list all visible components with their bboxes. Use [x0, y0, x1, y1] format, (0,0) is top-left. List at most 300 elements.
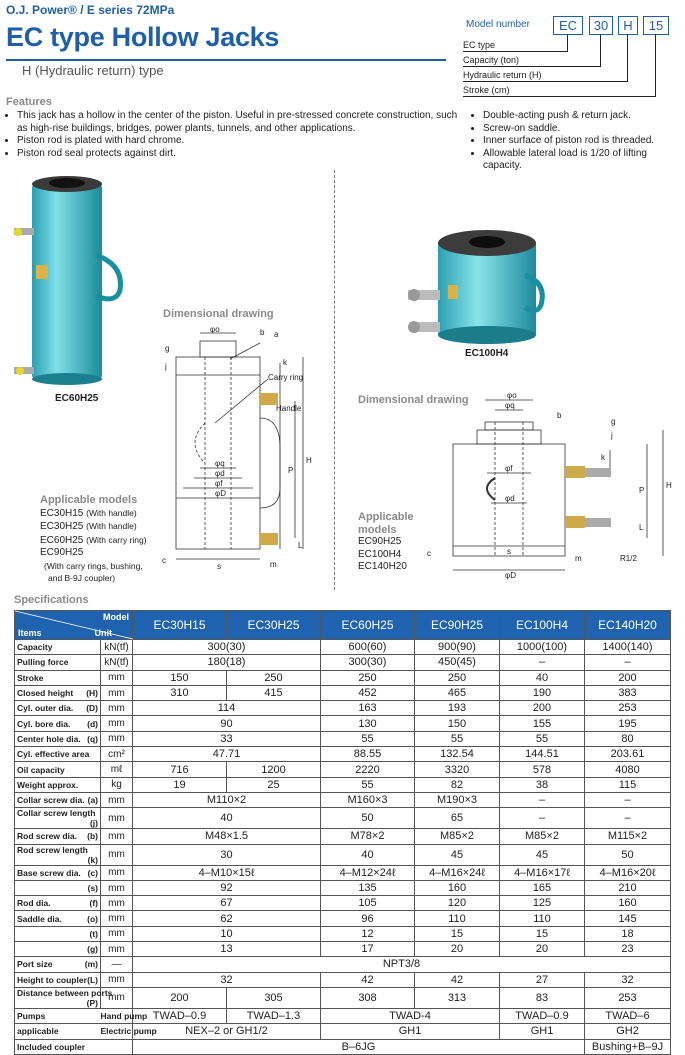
table-cell: 38: [500, 777, 585, 792]
table-cell: 450(45): [415, 655, 500, 670]
photo-caption-left: EC60H25: [55, 393, 99, 404]
row-unit: cm²: [101, 747, 133, 762]
table-cell: 2220: [321, 762, 415, 777]
table-cell: 12: [321, 926, 415, 941]
table-cell: 96: [321, 911, 415, 926]
row-unit: mm: [101, 792, 133, 807]
row-label-symbol: (c): [87, 867, 98, 878]
table-row: [15, 987, 671, 1008]
table-row: [15, 911, 671, 926]
features-heading: Features: [6, 96, 52, 108]
dim-label: φd: [505, 494, 515, 503]
row-label: [15, 829, 101, 844]
row-unit: mm: [101, 701, 133, 716]
table-cell: 193: [415, 701, 500, 716]
model-number-part-stroke: 15: [643, 16, 669, 35]
table-cell: 155: [500, 716, 585, 731]
legend-leader: [655, 34, 656, 97]
applicable-models-left: [40, 494, 240, 585]
row-label-text: Rod dia.: [17, 898, 51, 909]
feature-item: • Allowable lateral load is 1/20 of lifting capacity.: [483, 148, 677, 173]
row-unit: kN(tf): [101, 655, 133, 670]
table-cell: NPT3/8: [133, 957, 671, 972]
row-label-text: Rod screw length: [17, 844, 88, 855]
table-cell: –: [585, 655, 671, 670]
applicable-footnote: (With carry rings, bushing,: [44, 560, 143, 571]
table-cell: 4–M16×24ℓ: [415, 865, 500, 880]
legend-leader: [463, 96, 655, 97]
table-cell: M110×2: [133, 792, 321, 807]
row-label: [15, 777, 101, 792]
row-label-text: Collar screw length: [17, 808, 96, 819]
section-divider: [334, 170, 335, 590]
row-label-symbol: (P): [86, 997, 98, 1008]
table-cell: –: [585, 808, 671, 829]
table-cell: 250: [321, 670, 415, 685]
table-cell: 20: [500, 942, 585, 957]
row-label-text: Height to coupler: [17, 974, 87, 985]
table-row: [15, 747, 671, 762]
row-label: [15, 972, 101, 987]
table-cell: 55: [321, 731, 415, 746]
model-column-header: EC90H25: [415, 611, 500, 640]
table-cell: TWAD–0.9: [133, 1008, 227, 1023]
table-row: [15, 762, 671, 777]
dim-label: Handle: [276, 404, 302, 413]
specifications-heading: Specifications: [14, 594, 89, 606]
table-row: [15, 1024, 671, 1039]
feature-item: • This jack has a hollow in the center of the piston. Useful in pre-stressed concrete construction, such as high-rise buildings, bridges, power plants, tunnels, and other applications.: [17, 110, 461, 135]
table-cell: 17: [321, 942, 415, 957]
drawing-title-left: Dimensional drawing: [163, 308, 274, 320]
table-cell: Bushing+B–9J: [585, 1039, 671, 1054]
table-row: [15, 844, 671, 865]
feature-item: • Piston rod seal protects against dirt.: [17, 148, 461, 161]
row-label-symbol: (g): [87, 944, 98, 955]
table-cell: 1000(100): [500, 640, 585, 655]
table-cell: 160: [415, 880, 500, 895]
table-cell: 300(30): [321, 655, 415, 670]
row-label: [15, 942, 101, 957]
table-cell: TWAD–0.9: [500, 1008, 585, 1023]
model-legend-type: EC type: [463, 40, 496, 50]
model-number-label: Model number: [466, 19, 530, 30]
table-cell: –: [585, 792, 671, 807]
table-cell: 15: [500, 926, 585, 941]
table-row: [15, 777, 671, 792]
table-cell: 150: [133, 670, 227, 685]
features-left: [6, 110, 461, 160]
applicable-heading: Applicable models: [40, 494, 138, 506]
feature-item: • Inner surface of piston rod is threaded.: [483, 135, 677, 148]
model-note: (With carry ring): [86, 534, 147, 545]
table-cell: 92: [133, 880, 321, 895]
table-cell: 20: [415, 942, 500, 957]
table-cell: 120: [415, 896, 500, 911]
model-name: EC60H25: [40, 534, 84, 546]
row-label-text: Base screw dia.: [17, 867, 81, 878]
dim-label: b: [260, 328, 265, 337]
table-cell: 305: [227, 987, 321, 1008]
row-unit: mm: [101, 844, 133, 865]
row-unit: mm: [101, 716, 133, 731]
table-cell: GH1: [321, 1024, 500, 1039]
row-label: [15, 844, 101, 865]
row-label: applicable: [15, 1024, 101, 1039]
table-cell: 250: [227, 670, 321, 685]
legend-leader: [463, 66, 600, 67]
table-row: [15, 792, 671, 807]
table-cell: TWAD–1.3: [227, 1008, 321, 1023]
row-label-symbol: (m): [84, 959, 98, 970]
table-cell: 203.61: [585, 747, 671, 762]
model-legend-stroke: Stroke (cm): [463, 85, 510, 95]
row-label-symbol: (o): [87, 913, 98, 924]
page-title: EC type Hollow Jacks: [6, 22, 280, 52]
table-cell: 578: [500, 762, 585, 777]
table-row: [15, 865, 671, 880]
dim-label: m: [270, 560, 277, 569]
table-cell: 55: [500, 731, 585, 746]
row-label: [15, 670, 101, 685]
table-row: [15, 957, 671, 972]
row-label-text: Cyl. bore dia.: [17, 718, 71, 729]
table-cell: 18: [585, 926, 671, 941]
table-cell: 45: [500, 844, 585, 865]
table-cell: 200: [585, 670, 671, 685]
table-cell: 42: [415, 972, 500, 987]
table-cell: 210: [585, 880, 671, 895]
table-cell: 40: [500, 670, 585, 685]
dim-label: a: [274, 330, 279, 339]
table-cell: M85×2: [500, 829, 585, 844]
table-cell: 144.51: [500, 747, 585, 762]
table-cell: 27: [500, 972, 585, 987]
applicable-heading: models: [358, 523, 397, 536]
table-cell: 200: [500, 701, 585, 716]
table-row: [15, 731, 671, 746]
table-cell: 415: [227, 685, 321, 700]
dim-label: c: [427, 549, 431, 558]
row-label-text: Center hole dia.: [17, 733, 81, 744]
feature-item: • Screw-on saddle.: [483, 123, 677, 136]
row-unit: kN(tf): [101, 640, 133, 655]
row-unit: mm: [101, 987, 133, 1008]
table-cell: –: [500, 655, 585, 670]
table-cell: 47.71: [133, 747, 321, 762]
row-label: [15, 808, 101, 829]
table-cell: 253: [585, 987, 671, 1008]
table-cell: 83: [500, 987, 585, 1008]
table-row: [15, 655, 671, 670]
table-cell: M48×1.5: [133, 829, 321, 844]
model-name: EC30H15: [40, 507, 84, 519]
photo-caption-right: EC100H4: [465, 348, 509, 359]
table-cell: 452: [321, 685, 415, 700]
table-cell: M85×2: [415, 829, 500, 844]
table-cell: 165: [500, 880, 585, 895]
table-cell: 145: [585, 911, 671, 926]
table-cell: 30: [133, 844, 321, 865]
row-label-symbol: (H): [86, 688, 98, 699]
row-label-text: Oil capacity: [17, 764, 65, 775]
model-column-header: EC140H20: [585, 611, 671, 640]
table-cell: 50: [321, 808, 415, 829]
row-unit: mm: [101, 942, 133, 957]
table-cell: 465: [415, 685, 500, 700]
applicable-model-row: [40, 547, 240, 560]
dim-label: φq: [505, 401, 515, 410]
row-label-text: Pulling force: [17, 657, 69, 668]
table-cell: 25: [227, 777, 321, 792]
row-label-text: Cyl. effective area: [17, 749, 90, 760]
dim-label: R1/2: [620, 554, 637, 563]
row-label: [15, 731, 101, 746]
feature-item: • Piston rod is plated with hard chrome.: [17, 135, 461, 148]
model-name: EC140H20: [358, 561, 407, 572]
table-cell: 4–M16×20ℓ: [585, 865, 671, 880]
table-cell: 65: [415, 808, 500, 829]
table-row: [15, 972, 671, 987]
table-row: [15, 829, 671, 844]
row-label-text: Stroke: [17, 672, 44, 683]
corner-model-label: Model: [103, 612, 129, 622]
row-label-symbol: (j): [89, 818, 98, 829]
dim-label: s: [217, 562, 221, 571]
row-label-symbol: (f): [89, 898, 98, 909]
row-label: [15, 865, 101, 880]
page-subtitle: H (Hydraulic return) type: [22, 63, 164, 78]
table-cell: M160×3: [321, 792, 415, 807]
row-label: [15, 880, 101, 895]
table-cell: M115×2: [585, 829, 671, 844]
model-name: EC100H4: [358, 548, 402, 560]
table-cell: B–6JG: [133, 1039, 585, 1054]
table-cell: 110: [415, 911, 500, 926]
applicable-footnote: and B-9J coupler): [48, 573, 116, 583]
table-cell: 40: [133, 808, 321, 829]
row-unit: mm: [101, 926, 133, 941]
table-cell: 23: [585, 942, 671, 957]
model-number-part-return: H: [618, 16, 638, 35]
model-legend-return: Hydraulic return (H): [463, 70, 542, 80]
row-label-text: Rod screw dia.: [17, 831, 77, 842]
table-cell: TWAD-4: [321, 1008, 500, 1023]
table-cell: 163: [321, 701, 415, 716]
title-divider: [6, 59, 446, 61]
legend-leader: [627, 34, 628, 82]
table-cell: 40: [321, 844, 415, 865]
jack-photo-ec100h4: [400, 225, 545, 347]
dim-label: L: [298, 541, 303, 550]
dim-label: b: [557, 411, 562, 420]
row-label-symbol: (L): [87, 974, 98, 985]
legend-leader: [463, 51, 567, 52]
table-cell: 130: [321, 716, 415, 731]
dim-label: g: [165, 344, 170, 353]
table-cell: 50: [585, 844, 671, 865]
model-name: EC90H25: [358, 536, 402, 547]
row-label: Included coupler: [15, 1039, 133, 1054]
row-sublabel: Hand pump: [101, 1008, 133, 1023]
table-cell: 125: [500, 896, 585, 911]
row-label-text: Weight approx.: [17, 779, 79, 790]
table-cell: 19: [133, 777, 227, 792]
table-cell: 45: [415, 844, 500, 865]
table-cell: 55: [415, 731, 500, 746]
row-unit: mm: [101, 731, 133, 746]
model-column-header: EC30H25: [227, 611, 321, 640]
row-label-text: Saddle dia.: [17, 913, 62, 924]
table-cell: 253: [585, 701, 671, 716]
jack-photo-ec60h25: [10, 170, 130, 390]
table-cell: NEX–2 or GH1/2: [133, 1024, 321, 1039]
table-cell: 80: [585, 731, 671, 746]
row-label-symbol: (d): [87, 718, 98, 729]
table-header-row: [15, 611, 671, 640]
table-cell: 15: [415, 926, 500, 941]
table-cell: –: [500, 808, 585, 829]
row-label-symbol: (a): [87, 795, 98, 806]
row-unit: mm: [101, 685, 133, 700]
row-label: [15, 957, 101, 972]
dim-label: φD: [215, 489, 226, 498]
row-label-symbol: (k): [87, 854, 98, 865]
legend-leader: [567, 34, 568, 52]
row-label-text: Closed height: [17, 688, 74, 699]
table-cell: 82: [415, 777, 500, 792]
dim-label: m: [575, 554, 582, 563]
specifications-body: [15, 640, 671, 1055]
table-cell: 383: [585, 685, 671, 700]
applicable-model-row: [40, 507, 240, 521]
table-cell: 4–M12×24ℓ: [321, 865, 415, 880]
row-label: Pumps: [15, 1008, 101, 1023]
model-column-header: EC30H15: [133, 611, 227, 640]
row-label-text: Collar screw dia.: [17, 795, 85, 806]
model-number-part-capacity: 30: [589, 16, 613, 35]
table-cell: 1400(140): [585, 640, 671, 655]
table-cell: 67: [133, 896, 321, 911]
table-cell: 313: [415, 987, 500, 1008]
table-row: [15, 880, 671, 895]
table-cell: 160: [585, 896, 671, 911]
table-cell: 716: [133, 762, 227, 777]
row-unit: mm: [101, 829, 133, 844]
table-row: [15, 716, 671, 731]
table-cell: –: [500, 792, 585, 807]
model-name: EC30H25: [40, 521, 84, 532]
applicable-heading: Applicable: [358, 511, 414, 523]
brand-line: O.J. Power® / E series 72MPa: [6, 3, 175, 17]
dim-label: φo: [507, 391, 517, 400]
table-row: [15, 1008, 671, 1023]
row-unit: mm: [101, 880, 133, 895]
row-label: [15, 655, 101, 670]
table-cell: 90: [133, 716, 321, 731]
table-cell: 110: [500, 911, 585, 926]
dim-label: H: [306, 456, 312, 465]
dim-label: k: [601, 453, 605, 462]
model-note: (With handle): [86, 521, 137, 531]
table-cell: 3320: [415, 762, 500, 777]
applicable-model-row: [40, 534, 240, 548]
model-column-header: EC60H25: [321, 611, 415, 640]
drawing-title-right: Dimensional drawing: [358, 394, 469, 406]
table-cell: 4–M16×17ℓ: [500, 865, 585, 880]
corner-items-label: Items: [18, 628, 42, 638]
table-cell: 105: [321, 896, 415, 911]
table-cell: 600(60): [321, 640, 415, 655]
row-label-symbol: (b): [87, 831, 98, 842]
table-cell: 200: [133, 987, 227, 1008]
row-label-text: Cyl. outer dia.: [17, 703, 74, 714]
table-cell: M78×2: [321, 829, 415, 844]
model-column-header: EC100H4: [500, 611, 585, 640]
row-unit: mm: [101, 972, 133, 987]
table-corner-cell: [15, 611, 133, 640]
dim-label: φf: [215, 479, 223, 488]
row-label: [15, 792, 101, 807]
row-unit: mm: [101, 670, 133, 685]
table-cell: 88.55: [321, 747, 415, 762]
table-cell: 33: [133, 731, 321, 746]
dim-label: φD: [505, 571, 516, 580]
table-cell: 4–M10×15ℓ: [133, 865, 321, 880]
row-unit: mm: [101, 808, 133, 829]
table-row: [15, 942, 671, 957]
table-cell: 300(30): [133, 640, 321, 655]
table-cell: 250: [415, 670, 500, 685]
table-cell: 310: [133, 685, 227, 700]
row-label: [15, 911, 101, 926]
row-sublabel: Electric pump: [101, 1024, 133, 1039]
table-cell: 900(90): [415, 640, 500, 655]
model-note: (With handle): [86, 507, 137, 518]
table-row: [15, 685, 671, 700]
table-cell: 308: [321, 987, 415, 1008]
row-unit: kg: [101, 777, 133, 792]
table-cell: 32: [585, 972, 671, 987]
table-row: [15, 670, 671, 685]
row-label-text: Port size: [17, 959, 53, 970]
dim-label: φf: [505, 464, 513, 473]
row-unit: mm: [101, 865, 133, 880]
row-unit: mm: [101, 911, 133, 926]
features-right: [472, 110, 677, 173]
row-label: [15, 762, 101, 777]
table-row: [15, 808, 671, 829]
table-cell: 132.54: [415, 747, 500, 762]
table-row: [15, 926, 671, 941]
dim-label: H: [666, 481, 672, 490]
row-label-symbol: (D): [86, 703, 98, 714]
table-row: [15, 640, 671, 655]
dim-label: s: [507, 547, 511, 556]
dim-label: L: [639, 523, 644, 532]
row-label-symbol: (t): [89, 928, 98, 939]
specifications-table: [14, 610, 671, 1055]
row-unit: mm: [101, 896, 133, 911]
table-row: [15, 896, 671, 911]
table-cell: M190×3: [415, 792, 500, 807]
table-cell: 135: [321, 880, 415, 895]
dim-label: φq: [215, 459, 225, 468]
table-cell: 13: [133, 942, 321, 957]
table-cell: 115: [585, 777, 671, 792]
table-row: [15, 701, 671, 716]
table-row: [15, 1039, 671, 1054]
